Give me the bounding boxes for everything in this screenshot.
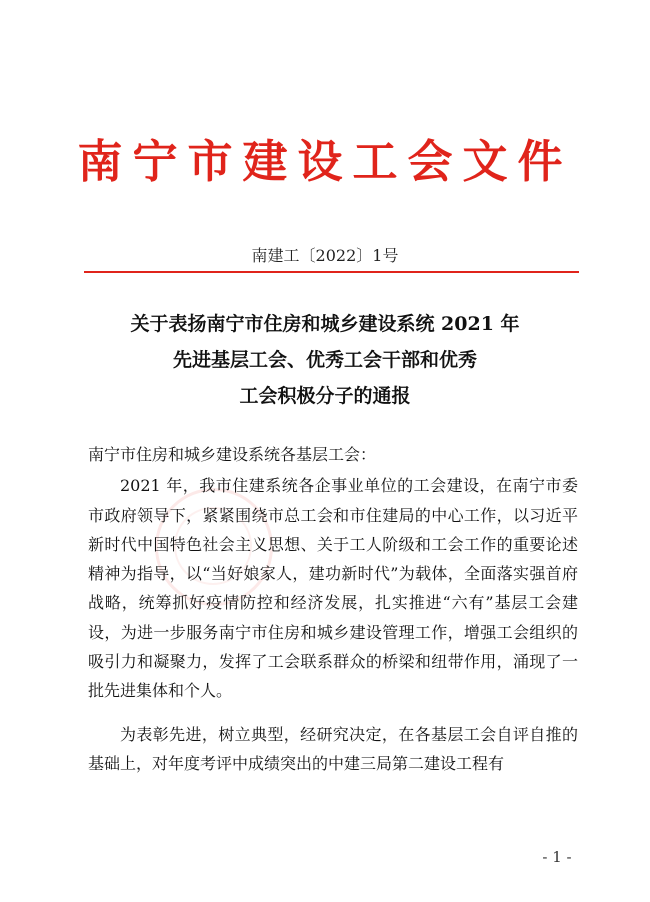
- salutation: 南宁市住房和城乡建设系统各基层工会：: [88, 445, 377, 464]
- title-line-2: 先进基层工会、优秀工会干部和优秀: [172, 349, 477, 371]
- page-number: - 1 -: [542, 848, 572, 866]
- body-paragraph-2: 为表彰先进，树立典型，经研究决定，在各基层工会自评自推的基础上，对年度考评中成绩突出的中建三局第二建设工程有: [88, 724, 578, 773]
- title-line-3: 工会积极分子的通报: [239, 385, 411, 407]
- masthead: 南宁市建设工会文件: [77, 135, 573, 188]
- document-number: 南建工〔2022〕1号: [251, 246, 399, 265]
- document-title: [0, 306, 650, 414]
- document-body: [88, 440, 578, 778]
- body-paragraph-1: 2021 年，我市住建系统各企事业单位的工会建设，在南宁市委市政府领导下，紧紧围绕市总工会和市住建局的中心工作，以习近平新时代中国特色社会主义思想、关于工人阶级和工会工作的重要论述精神为指导，以“当好娘家人，建功新时代”为载体，全面落实强首府战略，统筹抓好疫情防控和经济发展，扎实推进“六有”基层工会建设，为进一步服务南宁市住房和城乡建设管理工作，增强工会组织的吸引力和凝聚力，发挥了工会联系群众的桥梁和纽带作用，涌现了一批先进集体和个人。: [88, 476, 578, 701]
- red-divider: [84, 271, 579, 273]
- title-line-1: 关于表扬南宁市住房和城乡建设系统 2021 年: [130, 313, 520, 335]
